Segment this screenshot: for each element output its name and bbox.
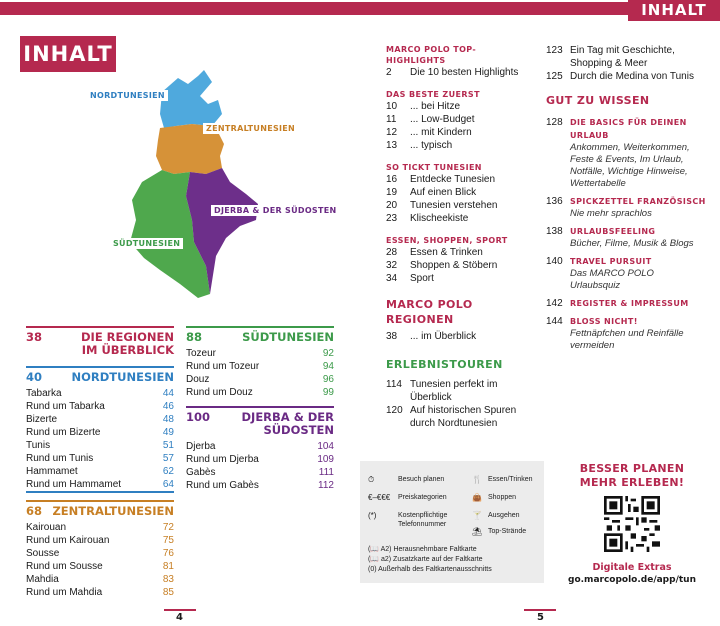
toc-page: 32 xyxy=(386,260,398,271)
toc-regionen xyxy=(386,297,534,343)
right-page-number: 5 xyxy=(537,612,544,623)
legend-footnote: (📖 A2) Herausnehmbare Faltkarte xyxy=(368,546,477,553)
index-place: Rund um Douz xyxy=(186,387,253,398)
toc-page: 11 xyxy=(386,114,397,125)
index-row[interactable] xyxy=(26,586,174,599)
toc-page: 136 xyxy=(546,196,563,207)
toc-entry[interactable] xyxy=(386,259,534,272)
toc-extra-body xyxy=(570,315,706,352)
toc-text: ... typisch xyxy=(410,140,453,151)
index-place: Rund um Djerba xyxy=(186,454,259,465)
toc-page: 16 xyxy=(386,174,398,185)
index-place: Rund um Sousse xyxy=(26,561,103,572)
toc-text: Auf einen Blick xyxy=(410,187,477,198)
index-row[interactable] xyxy=(186,386,334,399)
toc-entry[interactable] xyxy=(386,173,534,186)
toc-text: Tunesien verstehen xyxy=(410,200,498,211)
toc-extra-body xyxy=(570,195,706,220)
region-title: NORDTUNESIEN xyxy=(71,370,174,384)
index-page: 49 xyxy=(162,427,174,438)
index-row[interactable] xyxy=(26,413,174,426)
qr-code-icon[interactable] xyxy=(604,496,660,552)
toc-extra-entry[interactable] xyxy=(546,315,706,352)
index-place: Sousse xyxy=(26,548,60,559)
toc-page: 12 xyxy=(386,127,398,138)
index-page: 51 xyxy=(162,440,174,451)
toc-page: 114 xyxy=(386,379,402,390)
section-title: MARCO POLO REGIONEN xyxy=(386,298,473,326)
page-number-rule xyxy=(524,609,556,611)
index-row[interactable] xyxy=(186,453,334,466)
asterisk-icon: (*) xyxy=(368,511,377,520)
index-place: Rund um Mahdia xyxy=(26,587,103,598)
index-row[interactable] xyxy=(26,426,174,439)
region-rows xyxy=(26,521,174,599)
index-place: Gabès xyxy=(186,467,216,478)
index-page: 111 xyxy=(318,467,334,478)
index-page: 44 xyxy=(162,388,174,399)
section-title: DAS BESTE ZUERST xyxy=(386,90,480,99)
region-num: 68 xyxy=(26,504,43,518)
index-place: Tunis xyxy=(26,440,51,451)
section-title: ERLEBNISTOUREN xyxy=(386,358,503,371)
toc-extra-body xyxy=(570,255,706,292)
toc-entry[interactable] xyxy=(386,272,534,285)
toc-entry[interactable] xyxy=(386,100,534,113)
toc-text: Durch die Medina von Tunis xyxy=(570,71,694,82)
toc-extra-title: DIE BASICS FÜR DEINEN URLAUB xyxy=(570,118,687,140)
index-row[interactable] xyxy=(26,478,174,491)
index-row[interactable] xyxy=(186,440,334,453)
fork-knife-icon: 🍴 xyxy=(472,475,482,484)
region-overview xyxy=(26,326,174,357)
index-place: Rund um Tabarka xyxy=(26,401,105,412)
toc-extras xyxy=(546,116,706,352)
index-page: 81 xyxy=(162,561,174,572)
legend-item: €–€€€ Preiskategorien xyxy=(368,493,447,502)
index-place: Bizerte xyxy=(26,414,58,425)
page-title: INHALT xyxy=(20,36,116,72)
index-row[interactable] xyxy=(26,521,174,534)
clock-icon: ⏱ xyxy=(368,475,375,484)
index-row[interactable] xyxy=(26,400,174,413)
toc-entry[interactable] xyxy=(386,404,534,430)
legend-item: (*) Kostenpflichtige Telefonnummer xyxy=(368,511,448,528)
toc-text: ... mit Kindern xyxy=(410,127,472,138)
region-nord xyxy=(26,366,174,493)
promo-url-link[interactable]: go.marcopolo.de/app/tun xyxy=(568,575,696,585)
index-place: Rund um Hammamet xyxy=(26,479,122,490)
index-page: 96 xyxy=(322,374,334,385)
index-row[interactable] xyxy=(186,373,334,386)
toc-text: Essen & Trinken xyxy=(410,247,483,258)
index-page: 72 xyxy=(162,522,174,533)
index-place: Tabarka xyxy=(26,388,62,399)
index-page: 46 xyxy=(162,401,174,412)
toc-extra-title: REGISTER & IMPRESSUM xyxy=(570,299,689,308)
toc-extra-body xyxy=(570,297,706,310)
toc-extra-entry[interactable] xyxy=(546,116,706,190)
toc-entry[interactable] xyxy=(546,44,706,70)
toc-text: Ein Tag mit Geschichte, Shopping & Meer xyxy=(570,45,675,69)
toc-text: Auf historischen Spuren durch Nordtunesien xyxy=(410,405,517,429)
index-row[interactable] xyxy=(26,465,174,478)
legend-item: ⛱ Top-Strände xyxy=(472,527,527,536)
left-page-number: 4 xyxy=(176,612,183,623)
toc-text: ... bei Hitze xyxy=(410,101,461,112)
toc-page: 13 xyxy=(386,140,398,151)
legend-footnote: (📖 a2) Zusatzkarte auf der Faltkarte xyxy=(368,556,483,563)
index-page: 48 xyxy=(162,414,174,425)
index-place: Kairouan xyxy=(26,522,67,533)
map-label-djerba: DJERBA & DER SÜDOSTEN xyxy=(211,205,340,216)
toc-text: Die 10 besten Highlights xyxy=(410,67,519,78)
index-page: 112 xyxy=(318,480,334,491)
map-label-nord: NORDTUNESIEN xyxy=(87,90,168,101)
tunisia-map xyxy=(80,70,360,310)
toc-extra-entry[interactable] xyxy=(546,297,706,310)
section-title: MARCO POLO TOP-HIGHLIGHTS xyxy=(386,45,477,65)
region-sued xyxy=(186,326,334,399)
toc-highlights xyxy=(386,44,534,79)
toc-entry[interactable] xyxy=(546,70,706,83)
legend-item: ⏱ Besuch planen xyxy=(368,475,445,484)
region-num: 40 xyxy=(26,370,43,384)
toc-page: 125 xyxy=(546,71,563,82)
top-bar xyxy=(0,2,720,15)
map-region-nord xyxy=(160,70,222,128)
toc-extra-subtitle: Nie mehr sprachlos xyxy=(570,208,652,219)
region-title: ZENTRALTUNESIEN xyxy=(52,504,174,518)
index-place: Rund um Kairouan xyxy=(26,535,110,546)
index-place: Tozeur xyxy=(186,348,217,359)
toc-page: 34 xyxy=(386,273,398,284)
region-rows xyxy=(186,440,334,492)
index-page: 75 xyxy=(162,535,174,546)
toc-page: 38 xyxy=(386,331,398,342)
index-page: 64 xyxy=(162,479,174,490)
map-label-sued: SÜDTUNESIEN xyxy=(110,238,183,249)
promo-digital-extras xyxy=(552,462,712,586)
toc-touren-continued xyxy=(546,44,706,83)
index-row[interactable] xyxy=(26,387,174,400)
index-page: 99 xyxy=(322,387,334,398)
page-number-rule xyxy=(164,609,196,611)
index-page: 109 xyxy=(317,454,334,465)
index-page: 85 xyxy=(162,587,174,598)
index-place: Rund um Tozeur xyxy=(186,361,260,372)
section-title-gut-zu-wissen: GUT ZU WISSEN xyxy=(546,94,650,107)
promo-title-1: BESSER PLANEN xyxy=(579,462,685,475)
bag-icon: 👜 xyxy=(472,493,482,502)
toc-extra-entry[interactable] xyxy=(546,195,706,220)
section-title: SO TICKT TUNESIEN xyxy=(386,163,482,172)
index-row[interactable] xyxy=(186,360,334,373)
section-title: ESSEN, SHOPPEN, SPORT xyxy=(386,236,508,245)
index-place: Mahdia xyxy=(26,574,59,585)
index-row[interactable] xyxy=(26,547,174,560)
cocktail-icon: 🍸 xyxy=(472,511,482,520)
toc-extra-subtitle: Fettnäpfchen und Reinfälle vermeiden xyxy=(570,328,684,351)
toc-text: Klischeekiste xyxy=(410,213,469,224)
index-place: Djerba xyxy=(186,441,216,452)
toc-entry[interactable] xyxy=(386,199,534,212)
toc-entry[interactable] xyxy=(386,378,534,404)
toc-page: 123 xyxy=(546,45,563,56)
region-title: DIE REGIONEN IM ÜBERBLICK xyxy=(81,330,174,357)
region-title: DJERBA & DER SÜDOSTEN xyxy=(241,410,334,437)
region-num: 88 xyxy=(186,330,203,344)
price-icon: €–€€€ xyxy=(368,493,391,502)
toc-text: Shoppen & Stöbern xyxy=(410,260,498,271)
toc-page: 120 xyxy=(386,405,403,416)
legend-item: 🍸 Ausgehen xyxy=(472,511,520,520)
index-row[interactable] xyxy=(26,534,174,547)
toc-entry[interactable] xyxy=(386,330,534,343)
index-place: Rund um Gabès xyxy=(186,480,259,491)
toc-entry[interactable] xyxy=(386,66,534,79)
promo-subtitle: Digitale Extras xyxy=(592,562,672,573)
toc-page: 144 xyxy=(546,316,563,327)
index-page: 92 xyxy=(322,348,334,359)
toc-page: 23 xyxy=(386,213,398,224)
index-row[interactable] xyxy=(26,573,174,586)
region-zentral xyxy=(26,500,174,599)
parasol-icon: ⛱ xyxy=(472,527,483,536)
toc-extra-title: BLOSS NICHT! xyxy=(570,317,638,326)
index-place: Douz xyxy=(186,374,210,385)
region-title: SÜDTUNESIEN xyxy=(242,330,334,344)
toc-extra-body xyxy=(570,225,706,250)
region-num: 100 xyxy=(186,410,211,424)
map-label-zentral: ZENTRALTUNESIEN xyxy=(203,123,298,134)
region-num: 38 xyxy=(26,330,43,344)
toc-extra-body xyxy=(570,116,706,190)
toc-text: Tunesien perfekt im Überblick xyxy=(410,379,498,403)
toc-page: 142 xyxy=(546,298,563,309)
toc-extra-subtitle: Das MARCO POLO Urlaubsquiz xyxy=(570,268,654,291)
index-page: 83 xyxy=(162,574,174,585)
index-row[interactable] xyxy=(26,560,174,573)
legend-box xyxy=(360,461,544,583)
toc-zuerst xyxy=(386,89,534,152)
toc-entry[interactable] xyxy=(386,113,534,126)
index-place: Rund um Bizerte xyxy=(26,427,101,438)
toc-page: 19 xyxy=(386,187,398,198)
toc-page: 20 xyxy=(386,200,398,211)
index-place: Hammamet xyxy=(26,466,78,477)
toc-page: 138 xyxy=(546,226,563,237)
toc-column-2 xyxy=(546,44,706,357)
toc-essen xyxy=(386,235,534,285)
toc-entry[interactable] xyxy=(386,212,534,225)
index-row[interactable] xyxy=(26,439,174,452)
index-page: 62 xyxy=(162,466,174,477)
legend-footnote: (0) Außerhalb des Faltkartenausschnitts xyxy=(368,566,492,573)
toc-page: 2 xyxy=(386,67,392,78)
header-tab: INHALT xyxy=(628,0,720,21)
legend-item: 👜 Shoppen xyxy=(472,493,517,502)
index-row[interactable] xyxy=(26,452,174,465)
toc-extra-title: URLAUBSFEELING xyxy=(570,227,656,236)
toc-text: ... Low-Budget xyxy=(410,114,475,125)
toc-text: Sport xyxy=(410,273,434,284)
toc-text: ... im Überblick xyxy=(410,331,477,342)
index-page: 57 xyxy=(162,453,174,464)
toc-page: 128 xyxy=(546,117,563,128)
toc-extra-title: SPICKZETTEL FRANZÖSISCH xyxy=(570,197,706,206)
toc-extra-title: TRAVEL PURSUIT xyxy=(570,257,652,266)
toc-entry[interactable] xyxy=(386,246,534,259)
toc-touren xyxy=(386,357,534,430)
promo-title-2: MEHR ERLEBEN! xyxy=(579,476,685,489)
region-rows xyxy=(186,347,334,399)
toc-page: 28 xyxy=(386,247,398,258)
toc-entry[interactable] xyxy=(386,126,534,139)
legend-item: 🍴 Essen/Trinken xyxy=(472,475,533,484)
toc-page: 140 xyxy=(546,256,563,267)
index-page: 94 xyxy=(322,361,334,372)
toc-text: Entdecke Tunesien xyxy=(410,174,496,185)
index-page: 104 xyxy=(317,441,334,452)
toc-extra-subtitle: Ankommen, Weiterkommen, Feste & Events, Im Urlaub, Notfälle, Wichtige Hinweise, Wettertabelle xyxy=(570,142,690,189)
index-row[interactable] xyxy=(186,479,334,492)
toc-extra-subtitle: Bücher, Filme, Musik & Blogs xyxy=(570,238,694,249)
toc-page: 10 xyxy=(386,101,398,112)
region-rows xyxy=(26,387,174,493)
index-row[interactable] xyxy=(186,466,334,479)
index-page: 76 xyxy=(162,548,174,559)
toc-tickt xyxy=(386,162,534,225)
toc-entry[interactable] xyxy=(386,139,534,152)
toc-extra-entry[interactable] xyxy=(546,255,706,292)
toc-column-1 xyxy=(386,44,534,440)
toc-entry[interactable] xyxy=(386,186,534,199)
index-row[interactable] xyxy=(186,347,334,360)
toc-extra-entry[interactable] xyxy=(546,225,706,250)
region-djerba xyxy=(186,406,334,492)
index-place: Rund um Tunis xyxy=(26,453,94,464)
